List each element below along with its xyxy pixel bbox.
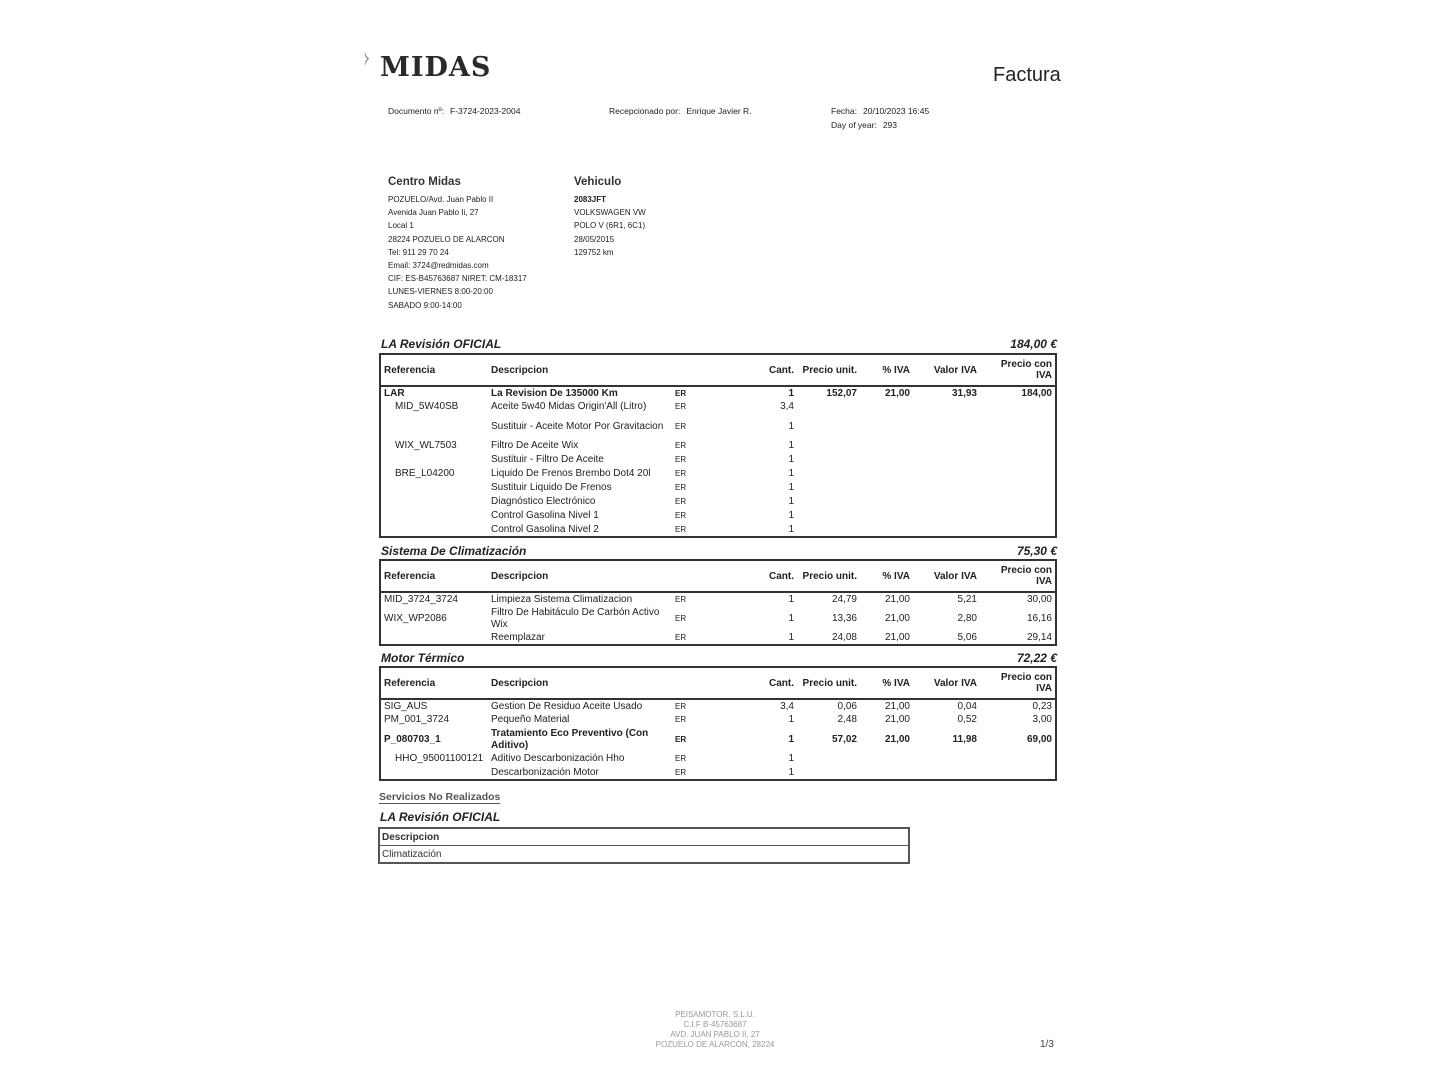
row-iva-percent (860, 523, 913, 537)
row-description: Filtro De Aceite Wix (491, 440, 579, 452)
row-reference: PM_001_3724 (384, 714, 450, 726)
row-er: ER (675, 497, 687, 507)
col-descripcion: Descripcion (488, 667, 672, 699)
row-description: La Revision De 135000 Km (491, 387, 618, 399)
row-reference: BRE_L04200 (395, 468, 455, 480)
row-er: ER (675, 632, 687, 642)
table-header-row (380, 667, 1056, 699)
row-quantity: 1 (788, 387, 794, 399)
row-iva-value: 5,06 (957, 631, 977, 643)
row-unit-price (797, 414, 860, 439)
table-row (380, 766, 1056, 780)
row-unit-price: 152,07 (826, 387, 857, 399)
col-precio-con-iva-line2: IVA (1036, 370, 1052, 381)
row-unit-price: 13,36 (831, 612, 857, 624)
row-unit-price (797, 400, 860, 414)
row-reference: LAR (384, 387, 405, 399)
col-descripcion: Descripcion (488, 560, 672, 592)
row-reference: MID_5W40SB (395, 401, 459, 413)
section-title: LA Revisión OFICIAL (381, 337, 502, 351)
row-quantity: 1 (788, 440, 794, 452)
section-total: 75,30 € (1016, 544, 1057, 558)
row-iva-value (913, 400, 980, 414)
row-total (980, 481, 1056, 495)
row-unit-price (797, 453, 860, 467)
footer-line: POZUELO DE ALARCON, 28224 (655, 1040, 775, 1049)
centro-address-line: LUNES-VIERNES 8:00-20:00 (388, 287, 493, 297)
vehicle-detail-line: POLO V (6R1, 6C1) (574, 221, 646, 231)
row-iva-percent (860, 481, 913, 495)
row-er: ER (675, 701, 687, 711)
table-row (380, 509, 1056, 523)
row-total (980, 509, 1056, 523)
day-of-year-value: 293 (882, 120, 898, 130)
table-row (380, 592, 1056, 606)
row-quantity: 1 (788, 593, 794, 605)
row-description: Sustituir Liquido De Frenos (491, 482, 612, 494)
row-reference: HHO_95001100121 (395, 753, 484, 765)
col-referencia: Referencia (380, 667, 488, 699)
document-number-value: F-3724-2023-2004 (450, 106, 521, 116)
row-er: ER (675, 441, 687, 451)
row-total (980, 453, 1056, 467)
row-er: ER (675, 594, 687, 604)
centro-address-line: SABADO 9:00-14:00 (388, 300, 462, 310)
row-total (980, 495, 1056, 509)
row-unit-price (797, 495, 860, 509)
row-description: Liquido De Frenos Brembo Dot4 20l (491, 468, 651, 480)
row-description: Aceite 5w40 Midas Origin'All (Litro) (491, 401, 647, 413)
table-row (380, 495, 1056, 509)
col-valor-iva: Valor IVA (913, 560, 980, 592)
footer-line: AVD. JUAN PABLO II, 27 (670, 1030, 760, 1039)
vehicle-detail-line: 129752 km (574, 247, 614, 257)
table-header-row (380, 354, 1056, 386)
row-reference: WIX_WL7503 (395, 440, 457, 452)
col-precio-con-iva-line1: Precio con (1000, 359, 1052, 370)
row-iva-value: 11,98 (952, 733, 977, 745)
row-quantity: 1 (788, 612, 794, 624)
row-iva-percent (860, 495, 913, 509)
row-description: Tratamiento Eco Preventivo (Con Aditivo) (491, 728, 649, 751)
col-precio-con-iva-line2: IVA (1036, 576, 1052, 587)
row-reference: SIG_AUS (384, 700, 428, 712)
logo-mark-icon: ⧽ (364, 50, 370, 67)
row-total (980, 752, 1056, 766)
row-total: 69,00 (1026, 733, 1052, 745)
row-quantity: 3,4 (780, 700, 794, 712)
row-reference (380, 509, 488, 523)
table-row (380, 752, 1056, 766)
row-er: ER (675, 511, 687, 521)
document-number (388, 106, 520, 116)
row-total (980, 400, 1056, 414)
section-total: 184,00 € (1010, 337, 1057, 351)
row-iva-percent: 21,00 (884, 700, 910, 712)
footer-line: PEISAMOTOR, S.L.U. (675, 1010, 755, 1019)
table-row (380, 467, 1056, 481)
row-iva-value (913, 414, 980, 439)
centro-address-line: Local 1 (388, 221, 414, 231)
row-iva-percent: 21,00 (884, 593, 910, 605)
row-er: ER (675, 455, 687, 465)
row-unit-price: 57,02 (831, 733, 857, 745)
row-iva-percent: 21,00 (884, 387, 910, 399)
row-er: ER (675, 469, 687, 479)
invoice-date-label: Fecha: (831, 106, 857, 116)
row-reference: P_080703_1 (384, 733, 441, 745)
table-row (380, 713, 1056, 727)
row-reference (380, 631, 488, 645)
company-footer (600, 1010, 830, 1050)
table-row (380, 699, 1056, 713)
row-er: ER (675, 524, 687, 534)
col-valor-iva: Valor IVA (913, 354, 980, 386)
col-cant: Cant. (758, 560, 797, 592)
row-unit-price (797, 766, 860, 780)
col-cant: Cant. (758, 667, 797, 699)
row-description: Pequeño Material (491, 714, 570, 726)
col-iva: % IVA (860, 560, 913, 592)
received-by-label: Recepcionado por: (609, 106, 681, 116)
row-description: Control Gasolina Nivel 2 (491, 523, 599, 535)
table-header-row (380, 560, 1056, 592)
row-quantity: 1 (788, 468, 794, 480)
centro-address-line: Email: 3724@redmidas.com (388, 260, 489, 270)
row-iva-percent: 21,00 (884, 733, 910, 745)
not-performed-subtitle: LA Revisión OFICIAL (380, 810, 501, 824)
received-by (609, 106, 752, 116)
row-description: Filtro De Habitáculo De Carbón Activo Wix (491, 607, 660, 630)
row-description: Aditivo Descarbonización Hho (491, 753, 625, 765)
row-iva-value: 2,80 (957, 612, 977, 624)
row-iva-value (913, 467, 980, 481)
col-iva: % IVA (860, 667, 913, 699)
row-quantity: 1 (788, 766, 794, 778)
centro-address (388, 193, 527, 312)
row-iva-value (913, 752, 980, 766)
received-by-value: Enrique Javier R. (686, 106, 752, 116)
vehiculo-details (574, 193, 646, 257)
table-row (380, 414, 1056, 439)
col-blank (672, 354, 758, 386)
col-precio-unit: Precio unit. (797, 354, 860, 386)
row-iva-value (913, 523, 980, 537)
row-quantity: 1 (788, 420, 794, 432)
row-iva-percent: 21,00 (884, 612, 910, 624)
row-er: ER (675, 421, 687, 431)
row-er: ER (675, 388, 687, 398)
table-row (380, 386, 1056, 400)
row-iva-value (913, 481, 980, 495)
col-referencia: Referencia (380, 560, 488, 592)
day-of-year (831, 120, 897, 130)
section-title: Motor Térmico (381, 651, 465, 665)
invoice-date-value: 20/10/2023 16:45 (863, 106, 930, 116)
centro-address-line: CIF: ES-B45763687 NIRET: CM-18317 (388, 274, 527, 284)
row-description: Diagnóstico Electrónico (491, 496, 596, 508)
row-unit-price: 0,06 (837, 700, 857, 712)
col-precio-unit: Precio unit. (797, 667, 860, 699)
col-valor-iva: Valor IVA (913, 667, 980, 699)
centro-address-line: Tel: 911 29 70 24 (388, 247, 449, 257)
row-unit-price (797, 481, 860, 495)
row-description: Sustituir - Aceite Motor Por Gravitacion (491, 420, 664, 432)
row-iva-percent (860, 509, 913, 523)
table-row (379, 846, 909, 864)
section-total: 72,22 € (1016, 651, 1057, 665)
row-quantity: 1 (788, 631, 794, 643)
row-total (980, 414, 1056, 439)
midas-logo: MIDAS (380, 52, 492, 83)
not-performed-item: Climatización (382, 848, 442, 860)
row-unit-price (797, 752, 860, 766)
row-er: ER (675, 483, 687, 493)
row-reference (380, 523, 488, 537)
row-iva-value (913, 766, 980, 780)
col-precio-con-iva (980, 560, 1056, 592)
table-row (380, 727, 1056, 752)
row-description: Descarbonización Motor (491, 766, 599, 778)
table-row (380, 453, 1056, 467)
col-precio-con-iva-line2: IVA (1036, 683, 1052, 694)
vehicle-detail-line: VOLKSWAGEN VW (574, 208, 646, 218)
row-iva-value: 0,52 (957, 714, 977, 726)
row-total (980, 467, 1056, 481)
row-unit-price (797, 509, 860, 523)
row-total: 30,00 (1026, 593, 1052, 605)
items-table (379, 353, 1057, 538)
vehiculo-title: Vehiculo (574, 176, 622, 188)
row-reference (380, 481, 488, 495)
document-number-label: Documento nº: (388, 106, 445, 116)
centro-address-line: POZUELO/Avd. Juan Pablo II (388, 195, 494, 204)
row-reference (380, 414, 488, 439)
row-unit-price: 24,79 (831, 593, 857, 605)
col-referencia: Referencia (380, 354, 488, 386)
footer-line: C.I.F B-45763687 (683, 1020, 747, 1029)
row-iva-value (913, 453, 980, 467)
row-er: ER (675, 754, 687, 764)
row-iva-value: 5,21 (957, 593, 977, 605)
row-er: ER (675, 613, 687, 623)
row-quantity: 1 (788, 454, 794, 466)
row-unit-price: 2,48 (837, 714, 857, 726)
row-iva-percent (860, 439, 913, 453)
row-total (980, 439, 1056, 453)
col-precio-con-iva-line1: Precio con (1000, 565, 1052, 576)
row-iva-value (913, 495, 980, 509)
col-precio-con-iva-line1: Precio con (1000, 672, 1052, 683)
not-performed-header: Descripcion (379, 828, 909, 846)
row-er: ER (675, 402, 687, 412)
row-quantity: 1 (788, 714, 794, 726)
row-quantity: 1 (788, 510, 794, 522)
section-title: Sistema De Climatización (381, 544, 527, 558)
row-reference: MID_3724_3724 (384, 593, 458, 605)
row-iva-value (913, 509, 980, 523)
row-quantity: 1 (788, 733, 794, 745)
row-iva-value (913, 439, 980, 453)
row-description: Gestion De Residuo Aceite Usado (491, 700, 643, 712)
col-blank (672, 667, 758, 699)
col-precio-con-iva (980, 667, 1056, 699)
items-table (379, 559, 1057, 646)
col-iva: % IVA (860, 354, 913, 386)
row-quantity: 1 (788, 753, 794, 765)
col-descripcion: Descripcion (488, 354, 672, 386)
col-blank (672, 560, 758, 592)
row-unit-price: 24,08 (831, 631, 857, 643)
row-quantity: 1 (788, 482, 794, 494)
row-iva-value: 31,93 (951, 387, 977, 399)
table-row (380, 439, 1056, 453)
row-description: Sustituir - Filtro De Aceite (491, 454, 604, 466)
row-iva-percent: 21,00 (884, 631, 910, 643)
row-er: ER (675, 734, 687, 744)
row-iva-percent: 21,00 (884, 714, 910, 726)
table-row (380, 631, 1056, 645)
row-total (980, 766, 1056, 780)
col-cant: Cant. (758, 354, 797, 386)
row-description: Reemplazar (491, 631, 545, 643)
day-of-year-label: Day of year: (831, 120, 877, 130)
centro-address-line: 28224 POZUELO DE ALARCON (388, 234, 505, 244)
row-quantity: 3,4 (780, 401, 794, 413)
table-row (380, 523, 1056, 537)
page-number: 1/3 (1040, 1039, 1054, 1050)
row-total: 16,16 (1026, 612, 1052, 624)
row-er: ER (675, 715, 687, 725)
row-description: Control Gasolina Nivel 1 (491, 510, 599, 522)
col-precio-unit: Precio unit. (797, 560, 860, 592)
table-row (380, 481, 1056, 495)
row-description: Limpieza Sistema Climatizacion (491, 593, 633, 605)
row-reference (380, 766, 488, 780)
invoice-date (831, 106, 929, 116)
not-performed-table (378, 827, 910, 864)
items-table (379, 666, 1057, 781)
row-iva-percent (860, 400, 913, 414)
row-total: 184,00 (1021, 387, 1052, 399)
centro-address-line: Avenida Juan Pablo Ii, 27 (388, 208, 479, 218)
row-total: 0,23 (1032, 700, 1052, 712)
table-row (380, 606, 1056, 631)
vehicle-plate: 2083JFT (574, 195, 607, 204)
row-total: 3,00 (1032, 714, 1052, 726)
row-quantity: 1 (788, 523, 794, 535)
not-performed-title: Servicios No Realizados (379, 791, 501, 803)
row-iva-percent (860, 467, 913, 481)
row-total: 29,14 (1026, 631, 1052, 643)
row-quantity: 1 (788, 496, 794, 508)
row-er: ER (675, 767, 687, 777)
row-reference (380, 453, 488, 467)
row-iva-percent (860, 453, 913, 467)
row-iva-percent (860, 752, 913, 766)
row-iva-percent (860, 766, 913, 780)
row-reference: WIX_WP2086 (384, 612, 447, 624)
row-reference (380, 495, 488, 509)
row-iva-percent (860, 414, 913, 439)
row-total (980, 523, 1056, 537)
vehicle-detail-line: 28/05/2015 (574, 234, 615, 244)
row-iva-value: 0,04 (957, 700, 977, 712)
document-title: Factura (993, 64, 1061, 86)
row-unit-price (797, 439, 860, 453)
col-precio-con-iva (980, 354, 1056, 386)
row-unit-price (797, 523, 860, 537)
row-unit-price (797, 467, 860, 481)
table-row (380, 400, 1056, 414)
centro-title: Centro Midas (388, 176, 461, 188)
